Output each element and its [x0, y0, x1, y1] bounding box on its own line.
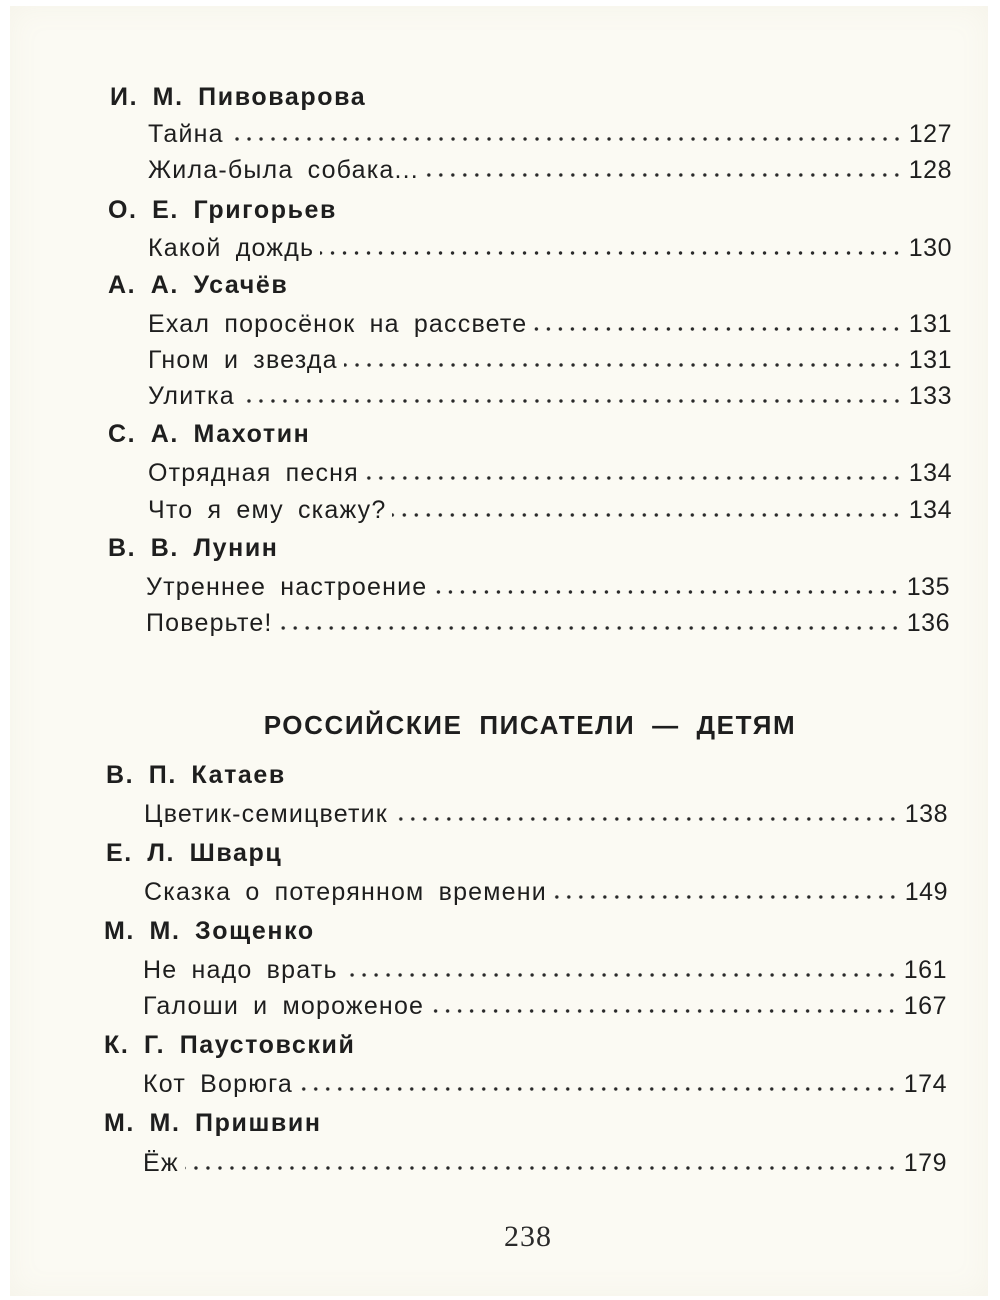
- author-heading: С. А. Махотин: [108, 420, 311, 448]
- entry-page-number: 134: [908, 496, 952, 524]
- entry-page-number: 134: [908, 459, 952, 487]
- entry-title: Не надо врать: [143, 956, 338, 984]
- entry-title: Улитка: [148, 382, 235, 410]
- entry-page-number: 135: [906, 573, 950, 601]
- toc-entry[interactable]: [143, 990, 947, 1022]
- entry-page-number: 131: [908, 310, 952, 338]
- entry-page-number: 131: [908, 346, 952, 374]
- dot-leader: [344, 973, 898, 977]
- entry-page-number: 167: [903, 992, 947, 1020]
- dot-leader: [365, 476, 903, 480]
- dot-leader: [344, 363, 903, 367]
- entry-title: Отрядная песня: [148, 459, 359, 487]
- dot-leader: [320, 251, 903, 255]
- dot-leader: [553, 895, 899, 899]
- dot-leader: [241, 399, 903, 403]
- author-heading: М. М. Пришвин: [104, 1109, 322, 1137]
- dot-leader: [433, 590, 900, 594]
- author-heading: О. Е. Григорьев: [108, 196, 338, 224]
- toc-entry[interactable]: [143, 1068, 947, 1100]
- entry-title: Сказка о потерянном времени: [144, 878, 547, 906]
- toc-entry[interactable]: [144, 798, 948, 830]
- toc-entry[interactable]: [144, 876, 948, 908]
- author-heading: М. М. Зощенко: [104, 917, 315, 945]
- entry-title: Какой дождь: [148, 234, 315, 262]
- dot-leader: [394, 817, 899, 821]
- entry-page-number: 130: [908, 234, 952, 262]
- dot-leader: [279, 626, 901, 630]
- dot-leader: [185, 1166, 898, 1170]
- author-heading: К. Г. Паустовский: [104, 1031, 356, 1059]
- author-heading: А. А. Усачёв: [108, 271, 289, 299]
- book-page: [10, 6, 988, 1296]
- toc-entry[interactable]: [146, 571, 950, 603]
- entry-page-number: 161: [903, 956, 947, 984]
- toc-entry[interactable]: [148, 380, 952, 412]
- toc-entry[interactable]: [143, 1147, 947, 1179]
- entry-page-number: 133: [908, 382, 952, 410]
- entry-title: Ехал поросёнок на рассвете: [148, 310, 528, 338]
- author-heading: В. П. Катаев: [106, 761, 286, 789]
- toc-entry[interactable]: [143, 954, 947, 986]
- toc-entry[interactable]: [148, 308, 952, 340]
- toc-entry[interactable]: [148, 118, 952, 150]
- author-heading: Е. Л. Шварц: [106, 839, 283, 867]
- toc-entry[interactable]: [148, 494, 952, 526]
- entry-title: Утреннее настроение: [146, 573, 428, 601]
- entry-page-number: 179: [903, 1149, 947, 1177]
- entry-page-number: 128: [908, 156, 952, 184]
- toc-entry[interactable]: [148, 457, 952, 489]
- footer-page-number: 238: [504, 1220, 552, 1253]
- entry-page-number: 136: [906, 609, 950, 637]
- dot-leader: [430, 1009, 898, 1013]
- dot-leader: [299, 1087, 898, 1091]
- entry-title: Гном и звезда: [148, 346, 338, 374]
- toc-entry[interactable]: [146, 607, 950, 639]
- dot-leader: [392, 513, 902, 517]
- toc-entry[interactable]: [148, 154, 952, 186]
- entry-page-number: 149: [904, 878, 948, 906]
- entry-title: Кот Ворюга: [143, 1070, 294, 1098]
- toc-entry[interactable]: [148, 232, 952, 264]
- entry-title: Галоши и мороженое: [143, 992, 425, 1020]
- entry-page-number: 174: [903, 1070, 947, 1098]
- toc-entry[interactable]: [148, 344, 952, 376]
- author-heading: И. М. Пивоварова: [110, 83, 367, 111]
- entry-page-number: 127: [908, 120, 952, 148]
- entry-title: Тайна: [148, 120, 224, 148]
- entry-title: Ёж: [143, 1149, 179, 1177]
- entry-title: Жила-была собака...: [148, 156, 419, 184]
- dot-leader: [230, 137, 903, 141]
- entry-title: Что я ему скажу?: [148, 496, 387, 524]
- table-of-contents: [10, 6, 988, 1296]
- dot-leader: [425, 173, 903, 177]
- entry-title: Цветик-семицветик: [144, 800, 388, 828]
- author-heading: В. В. Лунин: [108, 534, 279, 562]
- dot-leader: [533, 327, 902, 331]
- entry-page-number: 138: [904, 800, 948, 828]
- entry-title: Поверьте!: [146, 609, 273, 637]
- section-heading: РОССИЙСКИЕ ПИСАТЕЛИ — ДЕТЯМ: [263, 710, 797, 740]
